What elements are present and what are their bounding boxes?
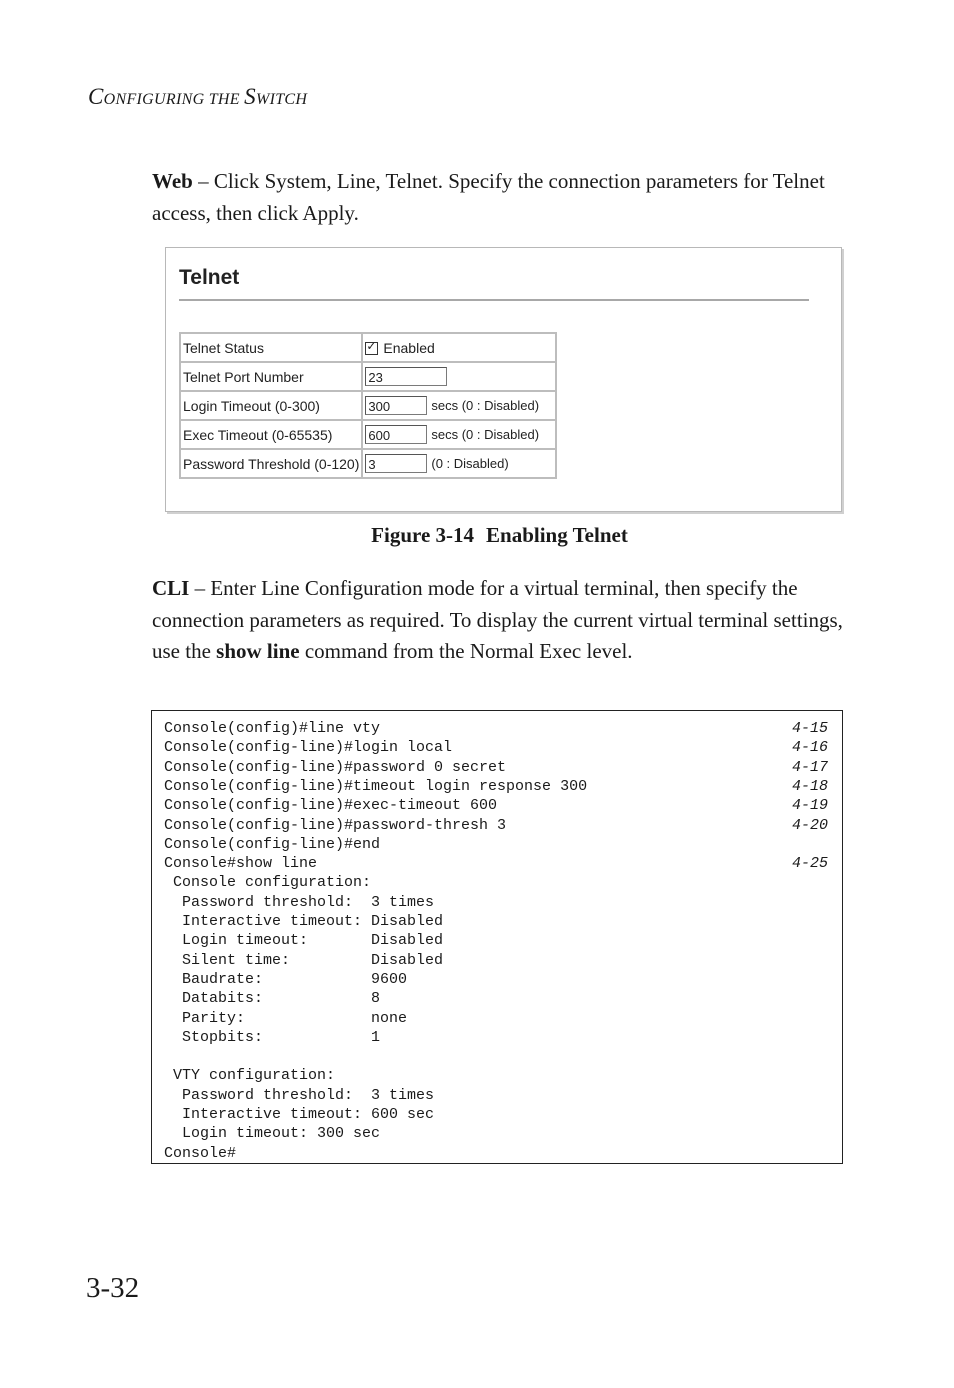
exec-timeout-cell <box>362 420 556 449</box>
code-line <box>164 738 828 757</box>
code-line <box>164 912 828 931</box>
cli-text: – Enter Line Configuration mode for a virtual terminal, then specify the connection parameters as required. To display the current virtual terminal settings, use the <box>152 576 843 663</box>
code-line <box>164 951 828 970</box>
cli-lead: CLI <box>152 576 190 600</box>
figure-caption <box>0 523 954 548</box>
code-command: Databits: 8 <box>164 990 381 1008</box>
code-page-reference: 4-15 <box>791 720 828 737</box>
code-line <box>164 893 828 912</box>
checkbox-label: Enabled <box>383 339 435 356</box>
cli-instructions <box>152 573 852 668</box>
table-row <box>180 420 556 449</box>
field-label: Login Timeout (0-300) <box>180 391 362 420</box>
running-header-text: ONFIGURING THE <box>103 91 245 108</box>
running-header-initial: C <box>88 84 104 109</box>
code-page-reference: 4-17 <box>791 758 828 776</box>
code-command: Console#show line <box>164 855 318 873</box>
code-command: Login timeout: 300 sec <box>164 1125 381 1143</box>
code-command: Login timeout: Disabled <box>164 932 444 950</box>
telnet-port-input[interactable]: 23 <box>365 367 447 386</box>
code-line <box>164 1124 828 1143</box>
code-page-reference: 4-25 <box>791 855 828 873</box>
code-command: Console(config-line)#password 0 secret <box>164 758 507 776</box>
table-row <box>180 362 556 391</box>
code-command: Password threshold: 3 times <box>164 893 435 911</box>
code-line <box>164 854 828 873</box>
web-instructions <box>152 166 852 229</box>
code-command: Silent time: Disabled <box>164 951 444 969</box>
field-label: Telnet Status <box>180 333 362 362</box>
field-label: Password Threshold (0-120) <box>180 449 362 478</box>
telnet-settings-screenshot <box>165 247 842 512</box>
table-row <box>180 333 556 362</box>
code-command: Console(config)#line vty <box>164 720 381 737</box>
login-timeout-cell <box>362 391 556 420</box>
panel-title: Telnet <box>179 266 240 289</box>
running-header-text: WITCH <box>255 91 308 108</box>
web-lead: Web <box>152 169 193 193</box>
code-command: Console(config-line)#password-thresh 3 <box>164 816 507 834</box>
code-command: Interactive timeout: Disabled <box>164 913 444 930</box>
running-header-initial: S <box>244 84 256 109</box>
field-label: Telnet Port Number <box>180 362 362 391</box>
code-command: Parity: none <box>164 1009 408 1027</box>
web-text: – Click System, Line, Telnet. Specify the connection parameters for Telnet access, then click Apply. <box>152 169 825 225</box>
code-command: Console(config-line)#timeout login response 300 <box>164 777 588 795</box>
code-command: Console(config-line)#login local <box>164 739 453 757</box>
password-threshold-cell <box>362 449 556 478</box>
code-page-reference: 4-18 <box>791 777 828 795</box>
table-row <box>180 449 556 478</box>
title-divider <box>179 299 809 301</box>
login-timeout-input[interactable]: 300 <box>365 396 427 415</box>
code-command: Console(config-line)#end <box>164 835 381 853</box>
code-line <box>164 1047 828 1066</box>
page-number: 3-32 <box>86 1272 140 1304</box>
code-line <box>164 989 828 1008</box>
code-command: VTY configuration: <box>164 1067 336 1085</box>
exec-timeout-input[interactable]: 600 <box>365 425 427 444</box>
telnet-enabled-checkbox[interactable] <box>365 342 378 355</box>
code-line <box>164 1086 828 1105</box>
code-line <box>164 931 828 950</box>
figure-number: Figure 3-14 <box>371 523 475 547</box>
code-line <box>164 796 828 815</box>
code-command: Interactive timeout: 600 sec <box>164 1106 435 1123</box>
code-line <box>164 1009 828 1028</box>
field-label: Exec Timeout (0-65535) <box>180 420 362 449</box>
code-command: Baudrate: 9600 <box>164 970 408 988</box>
telnet-settings-table <box>179 332 557 479</box>
code-line <box>164 1028 828 1047</box>
code-command: Password threshold: 3 times <box>164 1086 435 1104</box>
running-header <box>88 84 307 110</box>
cli-example-box <box>151 710 843 1164</box>
code-line <box>164 758 828 777</box>
code-line <box>164 835 828 854</box>
code-line <box>164 816 828 835</box>
code-page-reference: 4-16 <box>791 739 828 757</box>
figure-title: Enabling Telnet <box>486 523 628 547</box>
table-row <box>180 391 556 420</box>
unit-label: (0 : Disabled) <box>431 456 509 471</box>
code-line <box>164 719 828 738</box>
code-line <box>164 1105 828 1124</box>
telnet-status-cell <box>362 333 556 362</box>
code-command: Console(config-line)#exec-timeout 600 <box>164 797 498 815</box>
cli-text: command from the Normal Exec level. <box>299 639 633 663</box>
password-threshold-input[interactable]: 3 <box>365 454 427 473</box>
code-command: Console# <box>164 1144 237 1162</box>
cli-command: show line <box>216 639 300 663</box>
code-line <box>164 1066 828 1085</box>
code-line <box>164 970 828 989</box>
code-line <box>164 1144 828 1163</box>
unit-label: secs (0 : Disabled) <box>431 398 540 413</box>
code-command: Stopbits: 1 <box>164 1028 381 1046</box>
code-page-reference: 4-19 <box>791 797 828 815</box>
unit-label: secs (0 : Disabled) <box>431 427 540 442</box>
port-cell <box>362 362 556 391</box>
code-command: Console configuration: <box>164 874 372 892</box>
code-page-reference: 4-20 <box>791 816 828 834</box>
code-line <box>164 777 828 796</box>
code-line <box>164 873 828 892</box>
